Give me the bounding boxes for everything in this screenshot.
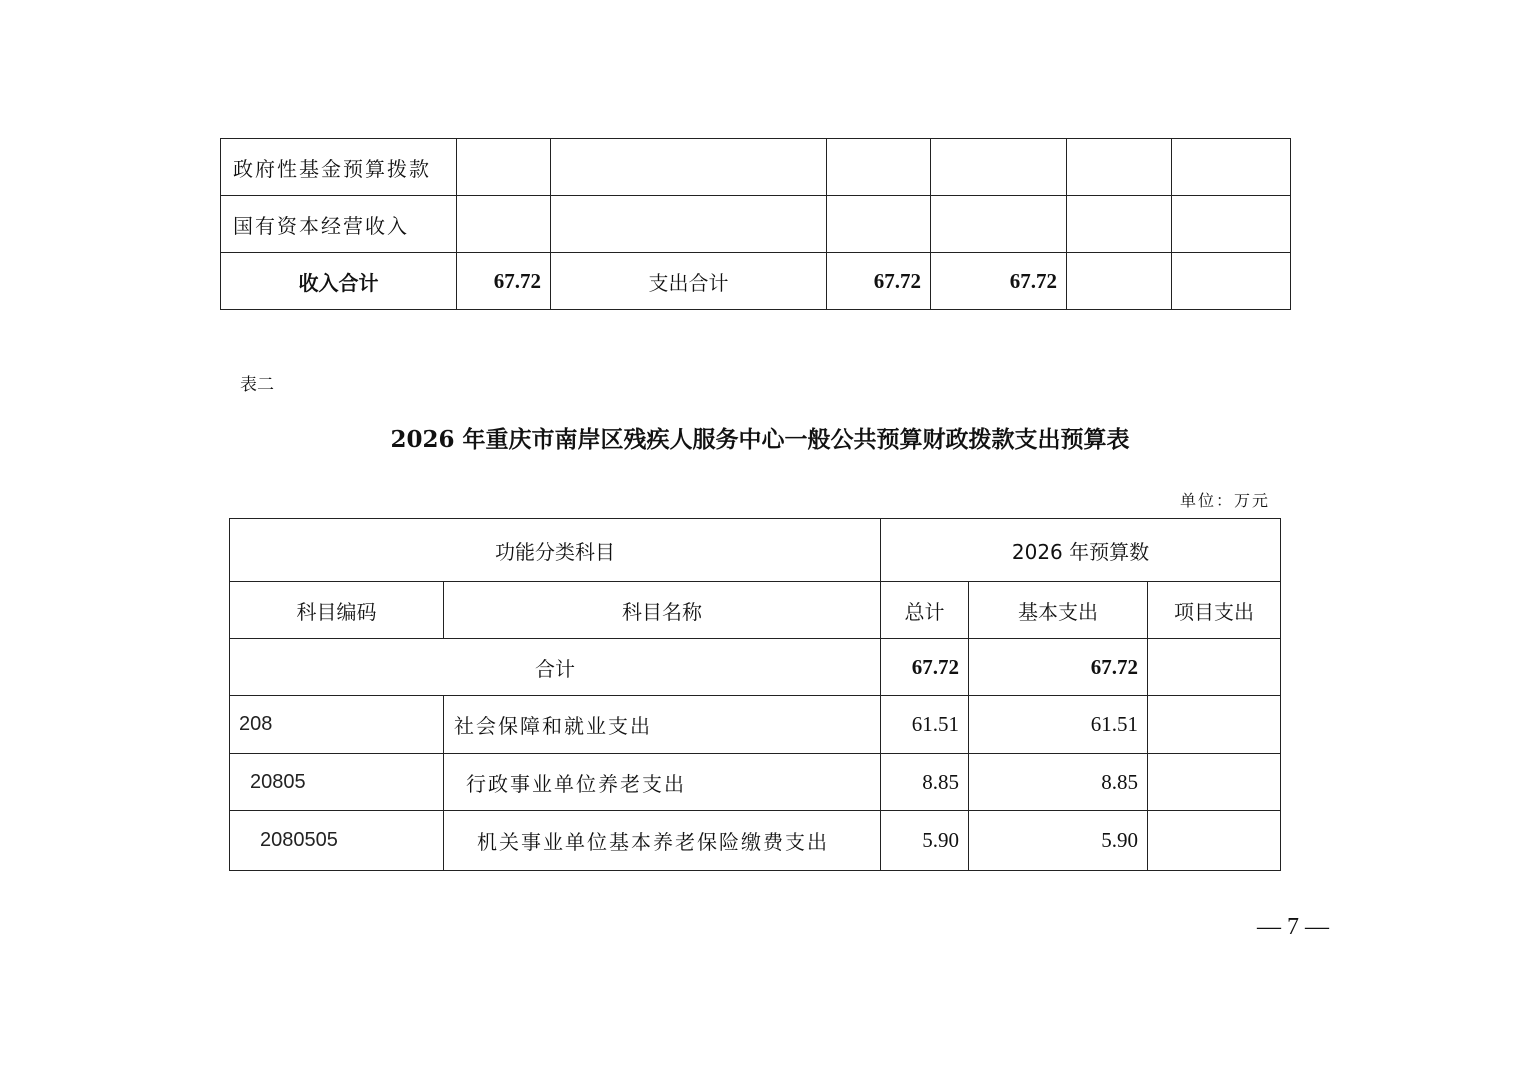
row-basic: 8.85 xyxy=(969,754,1148,811)
empty-cell xyxy=(551,139,827,196)
table-row xyxy=(221,139,1291,196)
sum-total: 67.72 xyxy=(881,639,969,696)
income-total-value: 67.72 xyxy=(457,253,551,310)
empty-cell xyxy=(457,196,551,253)
row-label: 政府性基金预算拨款 xyxy=(221,139,457,196)
subject-name: 机关事业单位基本养老保险缴费支出 xyxy=(444,811,881,871)
empty-cell xyxy=(931,139,1067,196)
row-total: 8.85 xyxy=(881,754,969,811)
subject-code: 208 xyxy=(230,696,444,754)
income-expense-table xyxy=(220,138,1291,310)
row-project xyxy=(1148,754,1281,811)
empty-cell xyxy=(1172,253,1291,310)
row-project xyxy=(1148,811,1281,871)
total-row xyxy=(221,253,1291,310)
page-number: — 7 — xyxy=(1257,914,1329,940)
project-header: 项目支出 xyxy=(1148,582,1281,639)
empty-cell xyxy=(1067,253,1172,310)
table-caption: 表二 xyxy=(240,375,274,395)
empty-cell xyxy=(827,196,931,253)
sum-project xyxy=(1148,639,1281,696)
total-header: 总计 xyxy=(881,582,969,639)
sum-row xyxy=(230,639,1281,696)
row-basic: 5.90 xyxy=(969,811,1148,871)
budget-header: 2026 年预算数 xyxy=(881,519,1281,582)
table-row xyxy=(221,196,1291,253)
empty-cell xyxy=(1172,196,1291,253)
name-header: 科目名称 xyxy=(444,582,881,639)
row-basic: 61.51 xyxy=(969,696,1148,754)
table-title: 2026 年重庆市南岸区残疾人服务中心一般公共预算财政拨款支出预算表 xyxy=(390,426,1130,453)
table-row xyxy=(230,696,1281,754)
subject-code: 20805 xyxy=(230,754,444,811)
empty-cell xyxy=(1067,196,1172,253)
header-row-2 xyxy=(230,582,1281,639)
code-header: 科目编码 xyxy=(230,582,444,639)
row-total: 5.90 xyxy=(881,811,969,871)
row-label: 国有资本经营收入 xyxy=(221,196,457,253)
empty-cell xyxy=(827,139,931,196)
unit-label: 单位：万元 xyxy=(1179,491,1270,510)
expense-total-value-2: 67.72 xyxy=(931,253,1067,310)
expense-total-label: 支出合计 xyxy=(551,253,827,310)
subject-name: 行政事业单位养老支出 xyxy=(444,754,881,811)
row-project xyxy=(1148,696,1281,754)
table-row xyxy=(230,754,1281,811)
empty-cell xyxy=(457,139,551,196)
basic-header: 基本支出 xyxy=(969,582,1148,639)
row-total: 61.51 xyxy=(881,696,969,754)
income-total-label: 收入合计 xyxy=(221,253,457,310)
category-header: 功能分类科目 xyxy=(230,519,881,582)
expense-total-value: 67.72 xyxy=(827,253,931,310)
empty-cell xyxy=(1067,139,1172,196)
header-row-1 xyxy=(230,519,1281,582)
sum-basic: 67.72 xyxy=(969,639,1148,696)
expenditure-budget-table xyxy=(229,518,1281,871)
table-row xyxy=(230,811,1281,871)
sum-label: 合计 xyxy=(230,639,881,696)
subject-code: 2080505 xyxy=(230,811,444,871)
subject-name: 社会保障和就业支出 xyxy=(444,696,881,754)
empty-cell xyxy=(551,196,827,253)
empty-cell xyxy=(1172,139,1291,196)
empty-cell xyxy=(931,196,1067,253)
